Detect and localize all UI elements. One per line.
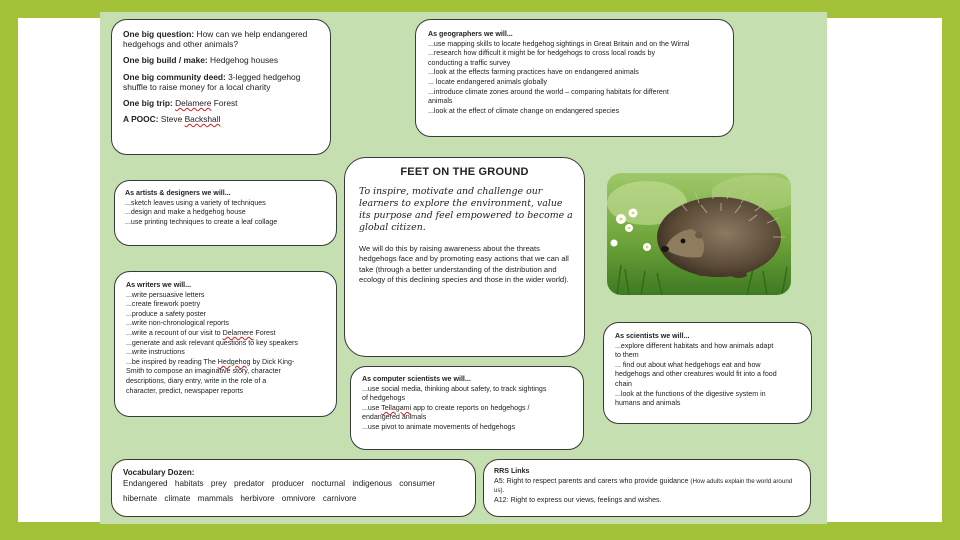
list-item: ... locate endangered animals globally	[428, 77, 548, 86]
list-item: of hedgehogs	[362, 394, 405, 403]
big-build-row: One big build / make: Hedgehog houses	[123, 55, 279, 66]
artists-box	[114, 180, 337, 246]
list-item: ...look at the functions of the digestive system in	[615, 389, 766, 398]
list-item: hedgehogs and other creatures would fit into a food	[615, 370, 777, 379]
computer-scientists-box	[350, 366, 584, 450]
list-item: endangered animals	[362, 413, 427, 422]
list-item: ...write persuasive letters	[126, 290, 205, 299]
big-trip-row: One big trip: Delamere Forest	[123, 98, 238, 109]
scientists-box	[603, 322, 812, 424]
rrs-a12: A12: Right to express our views, feelings and wishes.	[494, 495, 662, 504]
rrs-title: RRS Links	[494, 467, 530, 475]
list-item: ...introduce climate zones around the world – comparing habitats for different	[428, 87, 669, 96]
list-item: humans and animals	[615, 399, 681, 408]
list-item: ...sketch leaves using a variety of techniques	[125, 198, 266, 207]
pooc-row: A POOC: Steve Backshall	[123, 114, 221, 125]
big-question-row: One big question: How can we help endangered hedgehogs and other animals?	[123, 29, 308, 50]
writers-title: As writers we will...	[126, 281, 192, 289]
list-item: Smith to compose an imaginative story, character	[126, 367, 281, 376]
vocab-line-2: hibernate climate mammals herbivore omnivore carnivore	[123, 494, 357, 503]
scientists-title: As scientists we will...	[615, 332, 690, 340]
writers-box	[114, 271, 337, 417]
rrs-a5: A5: Right to respect parents and carers who provide guidance (How adults explain the world around us).	[494, 476, 793, 495]
list-item: ...create firework poetry	[126, 300, 201, 309]
list-item: ...use mapping skills to locate hedgehog sightings in Great Britain and on the Wirral	[428, 39, 690, 48]
rrs-links-box	[483, 459, 811, 517]
vocab-line-1: Endangered habitats prey predator producer nocturnal indigenous consumer	[123, 479, 436, 488]
list-item: ...look at the effect of climate change on endangered species	[428, 106, 620, 115]
list-item: to them	[615, 351, 639, 360]
list-item: ...produce a safety poster	[126, 309, 207, 318]
hedgehog-photo	[607, 173, 791, 295]
list-item: conducting a traffic survey	[428, 58, 511, 67]
list-item: ...use social media, thinking about safety, to track sightings	[362, 384, 547, 393]
feet-on-the-ground-box	[344, 157, 585, 357]
list-item: chain	[615, 379, 632, 388]
list-item: ...use Tellagami app to create reports on hedgehogs /	[362, 403, 530, 412]
list-item: ...use pivot to animate movements of hedgehogs	[362, 422, 516, 431]
list-item: animals	[428, 97, 453, 106]
hedgehog-illustration	[607, 173, 791, 295]
list-item: ...design and make a hedgehog house	[125, 208, 246, 217]
community-deed-row: One big community deed: 3-legged hedgehog shuffle to raise money for a local charity	[123, 71, 301, 92]
list-item: character, predict, newspaper reports	[126, 386, 244, 395]
list-item: ...generate and ask relevant questions to key speakers	[126, 338, 298, 347]
feet-body: We will do this by raising awareness about the threats hedgehogs face and by promoting easy actions that we can all take (through a better understanding of the distribution and ecology of this declining species and those in the wider world).	[359, 244, 569, 285]
geographers-box	[415, 19, 734, 137]
list-item: ...write a recount of our visit to Delamere Forest	[126, 328, 276, 337]
geographers-title: As geographers we will...	[428, 30, 513, 38]
list-item: ...use printing techniques to create a leaf collage	[125, 217, 278, 226]
list-item: ...research how difficult it might be for hedgehogs to cross local roads by	[428, 49, 655, 58]
big-questions-box	[111, 19, 331, 155]
computer-title: As computer scientists we will...	[362, 375, 471, 383]
mission-statement: To inspire, motivate and challenge our learners to explore the environment, value its purpose and feel empowered to become a global citizen.	[359, 186, 573, 233]
artists-title: As artists & designers we will...	[125, 189, 231, 197]
list-item: ...look at the effects farming practices have on endangered animals	[428, 68, 639, 77]
list-item: ...explore different habitats and how animals adapt	[615, 341, 774, 350]
vocab-title: Vocabulary Dozen:	[123, 468, 195, 477]
vocabulary-box	[111, 459, 476, 517]
list-item: ... find out about what hedgehogs eat and how	[615, 360, 761, 369]
list-item: ...be inspired by reading The Hedgehog by Dick King-	[126, 357, 295, 366]
list-item: ...write instructions	[126, 348, 185, 357]
feet-title: FEET ON THE GROUND	[400, 166, 529, 178]
list-item: descriptions, diary entry, write in the role of a	[126, 376, 267, 385]
list-item: ...write non-chronological reports	[126, 319, 229, 328]
